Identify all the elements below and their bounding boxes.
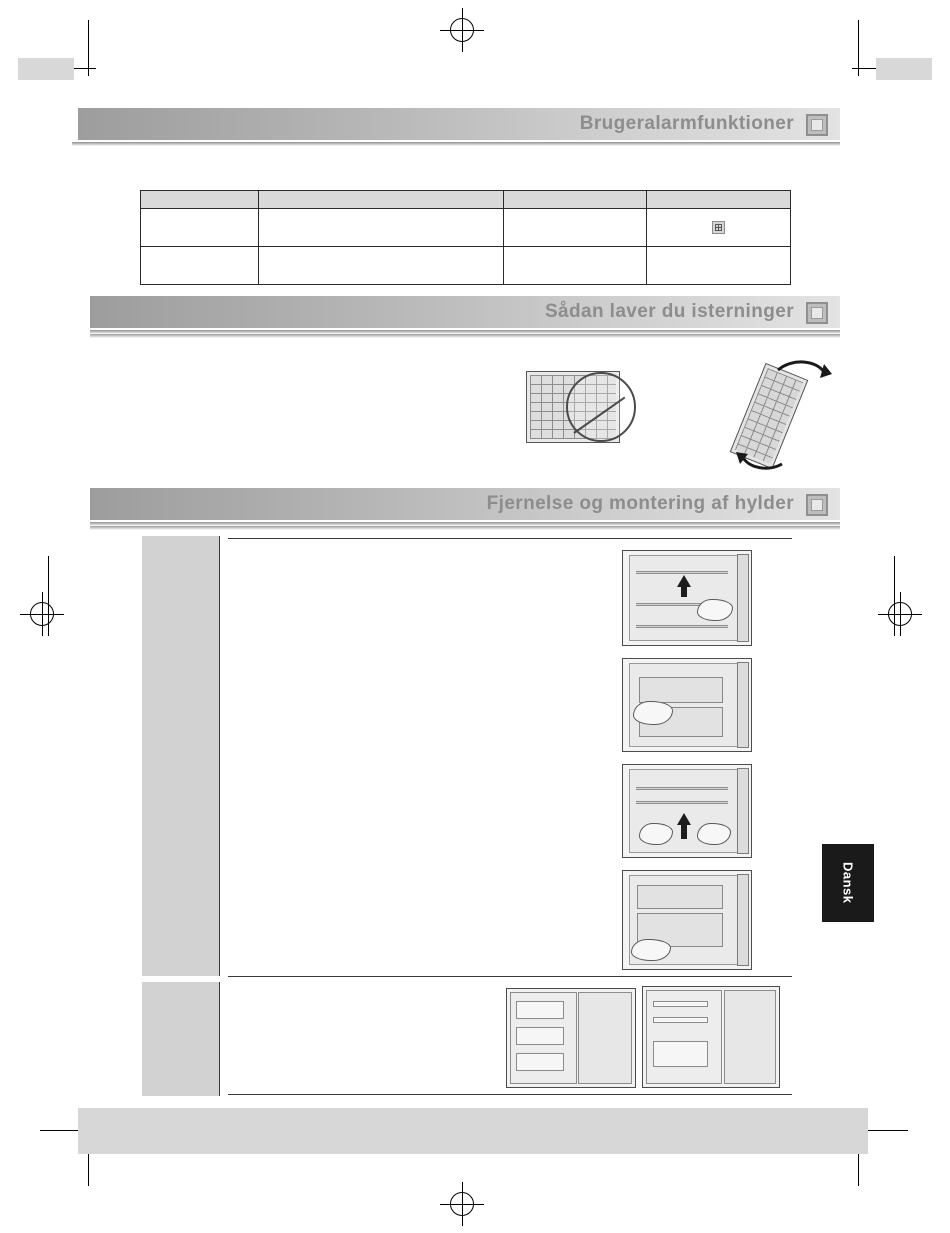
freezer-door (578, 992, 632, 1084)
shelf-pull-illustration (622, 658, 752, 752)
fridge-shelf-tile (653, 1017, 708, 1023)
table-cell (141, 247, 259, 285)
table-cell (259, 247, 504, 285)
ice-cube-tray-illustration (520, 366, 650, 452)
glass-shelf-insert-illustration (622, 870, 752, 970)
fridge-crisper-tile (653, 1041, 708, 1067)
shelf-line (636, 801, 728, 804)
square-button-icon (806, 114, 828, 136)
section-header-ice-cubes (90, 296, 840, 328)
table-cell-icon (647, 209, 791, 247)
square-button-icon (806, 302, 828, 324)
crop-mark-bottom-center (440, 1182, 484, 1226)
ice-cube-tray-twist-illustration (720, 356, 840, 476)
section-title: Sådan laver du isterninger (544, 301, 794, 322)
table-cell (504, 247, 647, 285)
shelf-lift-illustration (622, 550, 752, 646)
shelf-drawer (637, 885, 723, 909)
shelf-line (636, 787, 728, 790)
square-button-icon (806, 494, 828, 516)
fridge-shelf-tile (653, 1001, 708, 1007)
shelf-instructions-block (142, 536, 792, 1096)
language-tab-label: Dansk (840, 862, 856, 904)
divider-bottom (228, 1094, 792, 1095)
table-cell (259, 209, 504, 247)
section-title: Fjernelse og montering af hylder (486, 493, 794, 514)
twist-arrow-icon (720, 356, 840, 476)
language-tab-dansk[interactable] (822, 844, 874, 922)
tick-mark-left (38, 556, 52, 636)
section-header-user-alarm (78, 108, 840, 140)
glass-shelf-lift-illustration (622, 764, 752, 858)
table-cell (504, 209, 647, 247)
table-header-cell (647, 191, 791, 209)
section-header-shelves (90, 488, 840, 520)
shelf-left-column-top (142, 536, 220, 976)
grid-icon (712, 221, 725, 234)
table-header-row (141, 191, 791, 209)
table-row (141, 209, 791, 247)
arrow-up-icon (677, 575, 691, 587)
table-row (141, 247, 791, 285)
arrow-up-icon (677, 813, 691, 825)
fridge-door (737, 662, 749, 748)
shelf-line (636, 571, 728, 574)
crop-mark-top-center (440, 8, 484, 52)
arrow-stem (681, 587, 687, 597)
divider-top (228, 538, 792, 539)
fridge-door (737, 768, 749, 854)
table-cell (647, 247, 791, 285)
freezer-drawer-tile (516, 1001, 564, 1019)
freezer-drawer-tile (516, 1053, 564, 1071)
alarm-function-table (140, 190, 791, 285)
table-header-cell (504, 191, 647, 209)
section-underline2-ice-cubes (90, 334, 840, 338)
arrow-stem (681, 825, 687, 839)
grey-block-top-left (18, 58, 74, 80)
table-header-cell (141, 191, 259, 209)
footer-band (78, 1108, 868, 1154)
fridge-body (646, 990, 722, 1084)
section-underline2-shelves (90, 526, 840, 530)
shelf-line (636, 625, 728, 628)
table-header-cell (259, 191, 504, 209)
shelf-drawer (639, 677, 723, 703)
section-title: Brugeralarmfunktioner (579, 113, 794, 134)
grey-block-top-right (876, 58, 932, 80)
fridge-interior (629, 555, 745, 641)
fridge-door (724, 990, 776, 1084)
tick-mark-right (890, 556, 904, 636)
freezer-drawer-tile (516, 1027, 564, 1045)
fridge-door (737, 874, 749, 966)
freezer-body (510, 992, 577, 1084)
section-underline-user-alarm (72, 140, 840, 146)
freezer-drawers-illustration (506, 988, 636, 1088)
fridge-interior-illustration (642, 986, 780, 1088)
divider-middle (228, 976, 792, 977)
fridge-door (737, 554, 749, 642)
table-cell (141, 209, 259, 247)
shelf-left-column-bottom (142, 982, 220, 1096)
